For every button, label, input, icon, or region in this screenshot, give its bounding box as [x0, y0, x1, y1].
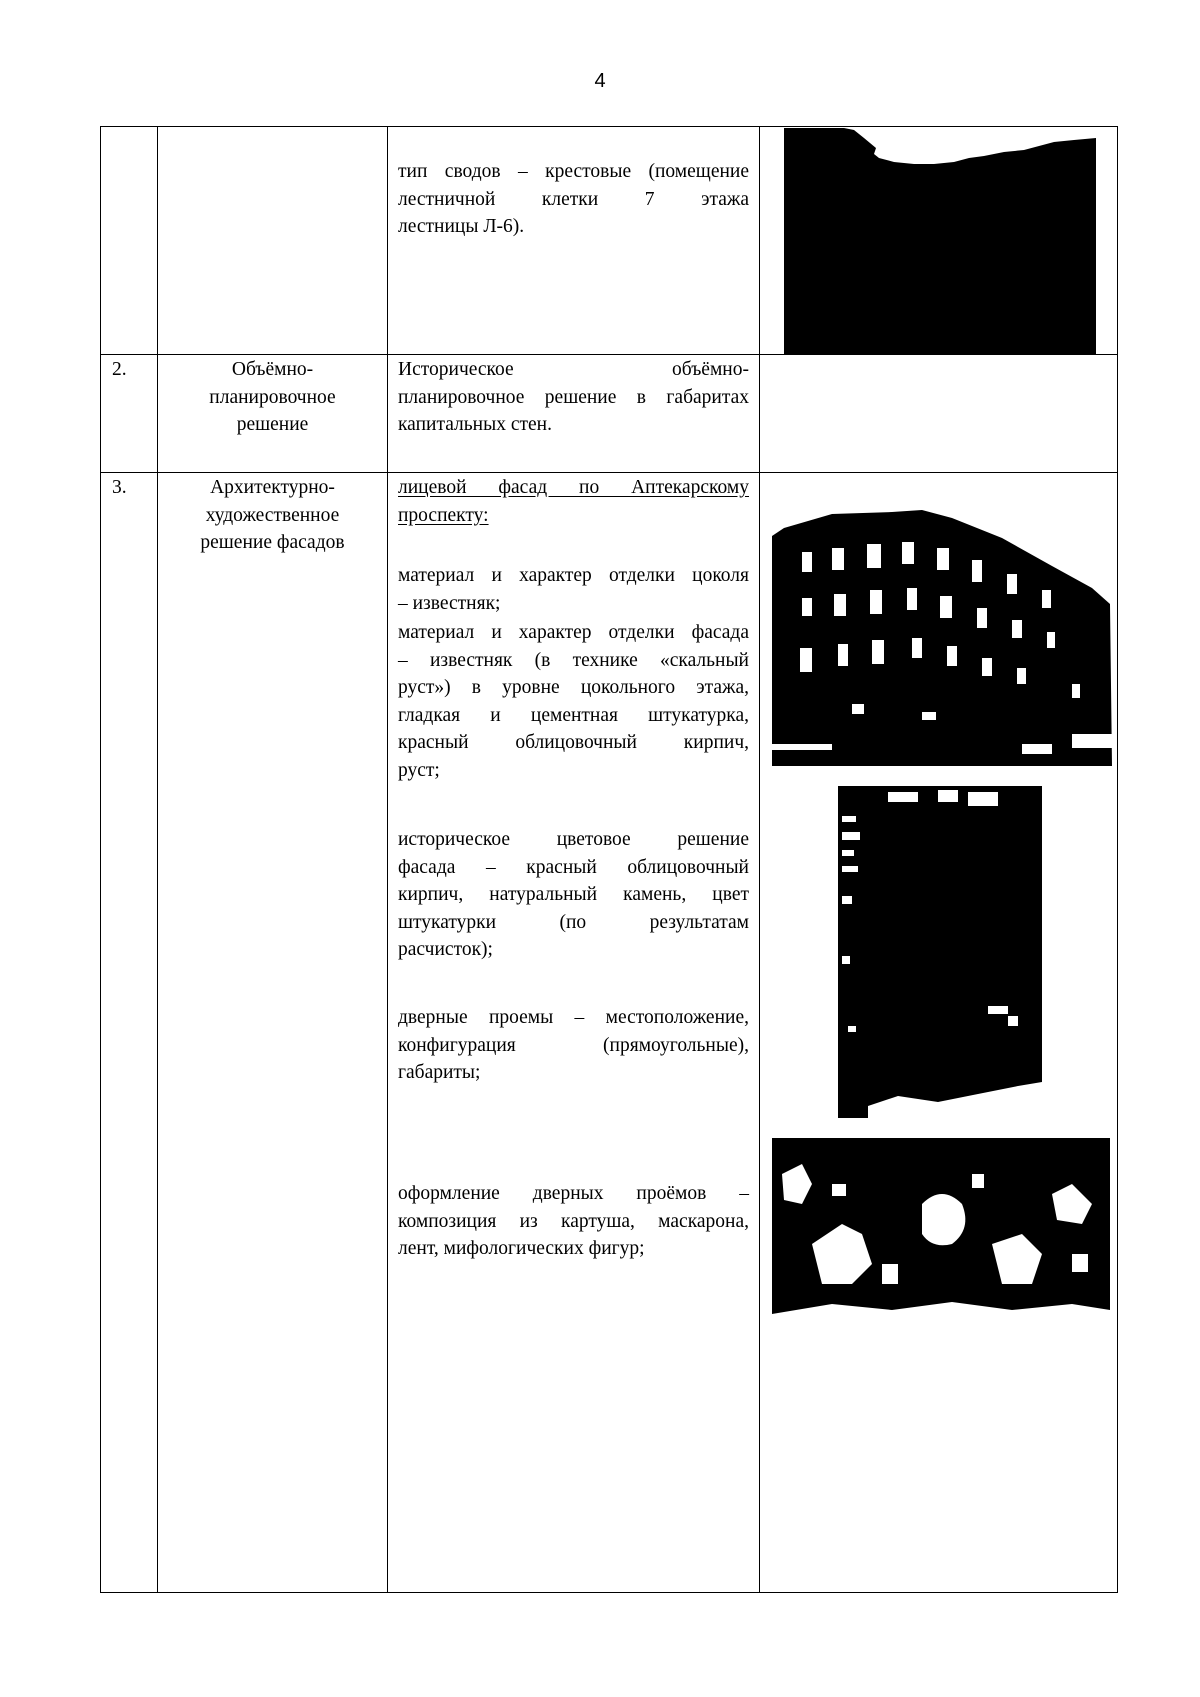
row-number: 2. [112, 359, 127, 380]
text-line: конфигурация (прямоугольные), [398, 1034, 749, 1056]
text-line: планировочное [209, 386, 336, 408]
column-divider [759, 126, 760, 1593]
table-border-right [1117, 126, 1118, 1593]
table-border-bottom [100, 1592, 1117, 1593]
text-line: штукатурки (по результатам [398, 911, 749, 933]
paragraph-plinth [398, 562, 749, 617]
text-line: Объёмно- [231, 359, 314, 380]
paragraph-color-scheme [398, 826, 749, 964]
text-line: Архитектурно- [210, 477, 335, 498]
text-line: планировочное решение в габаритах [398, 386, 749, 408]
paragraph-facade-finish [398, 619, 749, 784]
text-line: фасада – красный облицовочный [398, 856, 749, 878]
column-divider [387, 126, 388, 1593]
text-line: габариты; [398, 1062, 481, 1083]
text-line: художественное [205, 504, 340, 526]
text-line: кирпич, натуральный камень, цвет [398, 884, 749, 905]
text-line: материал и характер отделки цоколя [398, 565, 749, 586]
text-line: лестничной клетки 7 этажа [398, 188, 749, 210]
paragraph-door-decoration [398, 1180, 749, 1263]
photo-door-decoration-image [772, 1134, 1110, 1334]
text-line: руст; [398, 759, 440, 781]
photo-stair-vault [784, 128, 1096, 354]
page-number: 4 [594, 70, 606, 92]
text-line: – известняк (в технике «скальный [398, 649, 749, 671]
section-name-cell [165, 356, 380, 439]
paragraph-door-openings [398, 1004, 749, 1087]
text-line: дверные проемы – местоположение, [398, 1007, 749, 1028]
text-line: Историческое объёмно- [398, 359, 749, 380]
text-line: гладкая и цементная штукатурка, [398, 704, 749, 726]
facade-heading-line: проспекту: [398, 504, 489, 526]
row-number: 3. [112, 477, 127, 498]
text-line: расчисток); [398, 939, 493, 960]
text-line: композиция из картуша, маскарона, [398, 1210, 749, 1232]
photo-facade-image [772, 508, 1112, 766]
text-line: тип сводов – крестовые (помещение [398, 161, 749, 182]
section-name-cell [165, 474, 380, 557]
photo-doorway-image [838, 786, 1042, 1118]
photo-stair-vault-image [784, 128, 1096, 354]
text-line: решение фасадов [200, 532, 345, 553]
text-line: материал и характер отделки фасада [398, 622, 749, 643]
description-cell [398, 158, 749, 241]
text-line: оформление дверных проёмов – [398, 1183, 749, 1204]
text-line: решение [236, 414, 309, 435]
text-line: лент, мифологических фигур; [398, 1238, 645, 1259]
text-line: – известняк; [398, 592, 501, 614]
text-line: лестницы Л-6). [398, 216, 525, 237]
text-line: капитальных стен. [398, 414, 552, 435]
facade-heading-line: лицевой фасад по Аптекарскому [398, 477, 749, 498]
table-border-top [100, 126, 1117, 127]
photo-doorway [838, 786, 1042, 1118]
description-cell [398, 356, 749, 439]
description-cell [398, 474, 749, 529]
text-line: красный облицовочный кирпич, [398, 732, 749, 753]
photo-facade [772, 508, 1112, 766]
row-divider [100, 472, 1117, 473]
photo-door-decoration [772, 1134, 1110, 1334]
text-line: руст») в уровне цокольного этажа, [398, 677, 749, 698]
table-border-left [100, 126, 101, 1593]
column-divider [157, 126, 158, 1593]
row-divider [100, 354, 1117, 355]
text-line: историческое цветовое решение [398, 829, 749, 850]
